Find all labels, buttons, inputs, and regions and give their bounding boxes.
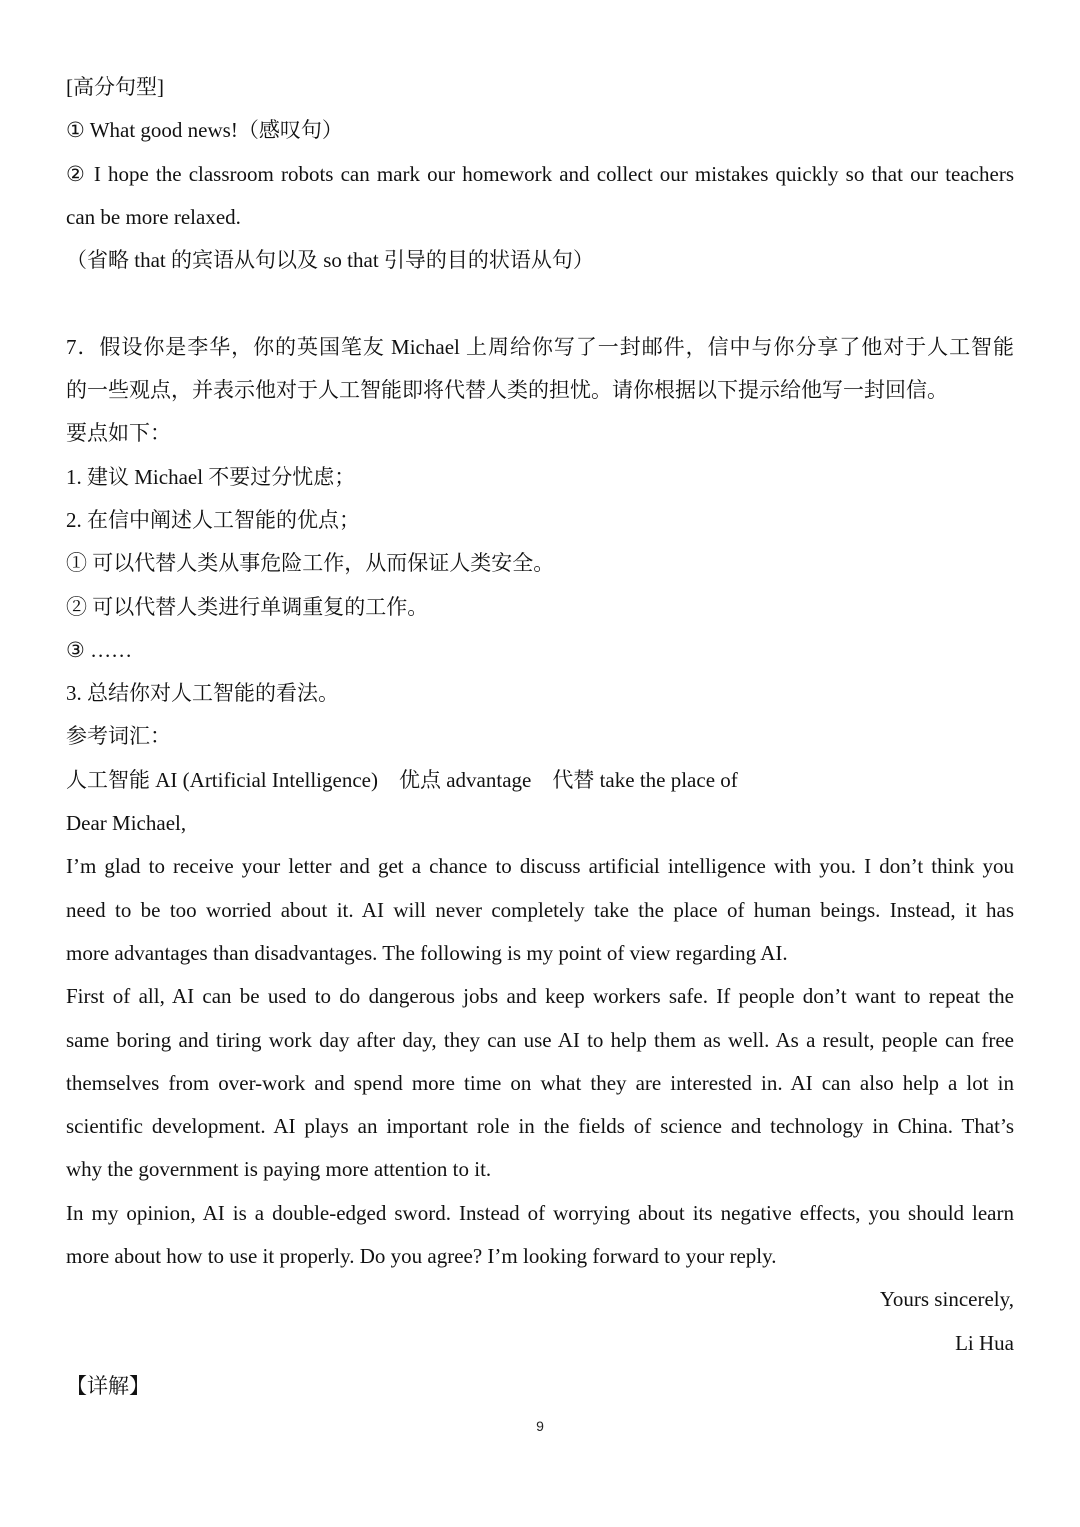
letter-paragraph-2-line-2: same boring and tiring work day after day, they can use AI to help them as well. As a result, people can free bbox=[66, 1027, 1014, 1052]
question-prompt-line-1: 7．假设你是李华，你的英国笔友 Michael 上周给你写了一封邮件，信中与你分享了他对于人工智能 bbox=[66, 334, 1014, 359]
point-3: 3. 总结你对人工智能的看法。 bbox=[66, 681, 339, 706]
points-heading: 要点如下： bbox=[66, 421, 171, 446]
vocab-heading: 参考词汇： bbox=[66, 724, 171, 749]
document-page bbox=[66, 66, 1014, 1408]
letter-paragraph-3-line-1: In my opinion, AI is a double-edged sword. Instead of worrying about its negative effects, you should learn bbox=[66, 1200, 1014, 1225]
section-gap bbox=[66, 282, 1014, 325]
letter-paragraph-1-line-2: need to be too worried about it. AI will never completely take the place of human beings. Instead, it has bbox=[66, 897, 1014, 922]
section-heading: [高分句型] bbox=[66, 75, 164, 99]
sentence-2-line-1: ② I hope the classroom robots can mark our homework and collect our mistakes quickly so that our teachers bbox=[66, 161, 1014, 186]
letter-paragraph-2-line-1: First of all, AI can be used to do dangerous jobs and keep workers safe. If people don’t want to repeat the bbox=[66, 984, 1014, 1009]
sentence-note: （省略 that 的宾语从句以及 so that 引导的目的状语从句） bbox=[66, 248, 594, 273]
letter-salutation: Dear Michael, bbox=[66, 811, 187, 836]
sentence-2-line-2: can be more relaxed. bbox=[66, 204, 241, 229]
point-1: 1. 建议 Michael 不要过分忧虑； bbox=[66, 464, 356, 489]
letter-signature: Li Hua bbox=[955, 1330, 1014, 1355]
vocab-line: 人工智能 AI (Artificial Intelligence) 优点 advantage 代替 take the place of bbox=[66, 767, 738, 792]
sub-point-2: ② 可以代替人类进行单调重复的工作。 bbox=[66, 594, 429, 619]
letter-paragraph-2-line-5: why the government is paying more attention to it. bbox=[66, 1157, 492, 1182]
question-prompt-line-2: 的一些观点，并表示他对于人工智能即将代替人类的担忧。请你根据以下提示给他写一封回信。 bbox=[66, 378, 948, 403]
detail-heading: 【详解】 bbox=[66, 1373, 150, 1398]
point-2: 2. 在信中阐述人工智能的优点； bbox=[66, 507, 360, 532]
sub-point-3: ③ …… bbox=[66, 637, 133, 662]
sentence-1: ① What good news!（感叹句） bbox=[66, 118, 343, 143]
sub-point-1: ① 可以代替人类从事危险工作，从而保证人类安全。 bbox=[66, 551, 555, 576]
letter-paragraph-1-line-3: more advantages than disadvantages. The following is my point of view regarding AI. bbox=[66, 940, 788, 965]
letter-paragraph-2-line-4: scientific development. AI plays an important role in the fields of science and technology in China. That’s bbox=[66, 1114, 1014, 1139]
page-number: 9 bbox=[536, 1418, 544, 1434]
letter-paragraph-1-line-1: I’m glad to receive your letter and get a chance to discuss artificial intelligence with you. I don’t think you bbox=[66, 854, 1014, 879]
letter-paragraph-2-line-3: themselves from over-work and spend more time on what they are interested in. AI can also help a lot in bbox=[66, 1070, 1014, 1095]
letter-closing: Yours sincerely, bbox=[879, 1287, 1014, 1312]
letter-paragraph-3-line-2: more about how to use it properly. Do you agree? I’m looking forward to your reply. bbox=[66, 1244, 777, 1269]
